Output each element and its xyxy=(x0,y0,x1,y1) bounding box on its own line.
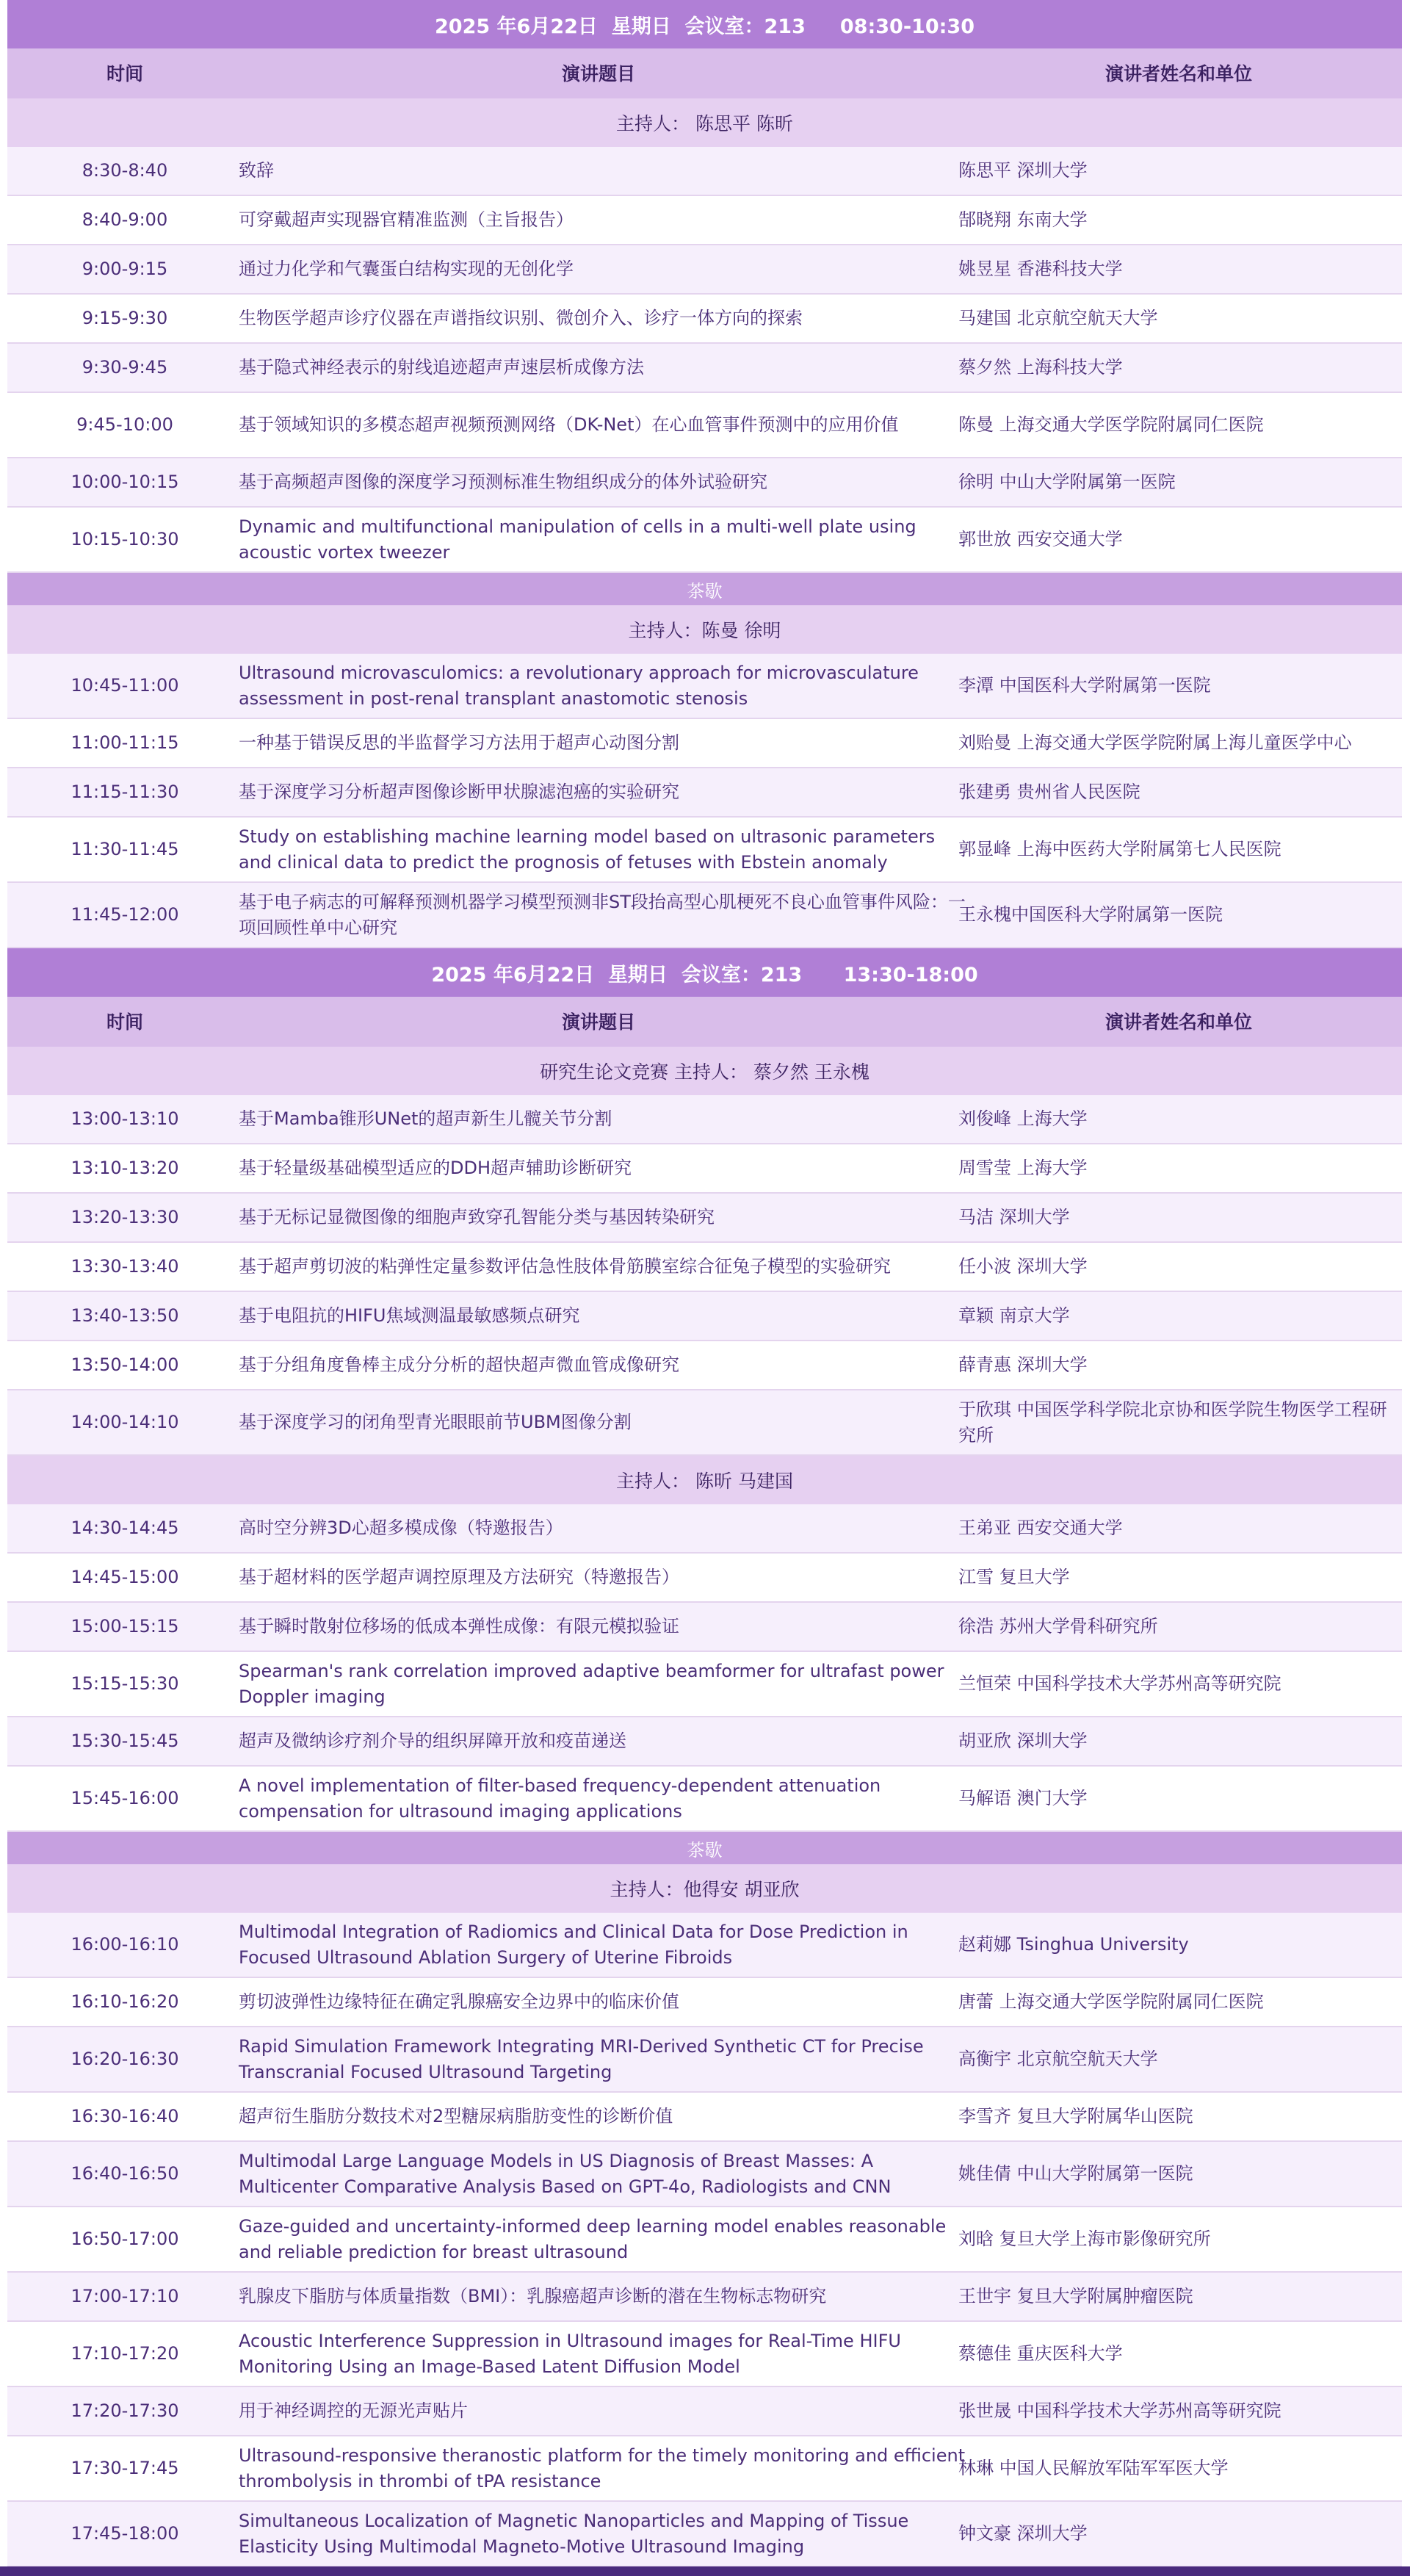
row-speaker: 徐浩 苏州大学骨科研究所 xyxy=(958,1616,1158,1637)
row-topic: 致辞 xyxy=(239,160,274,181)
schedule-row xyxy=(7,1504,1402,1554)
schedule-row xyxy=(7,1652,1402,1717)
row-topic: Gaze-guided and uncertainty-informed deep learning model enables reasonable and reliable prediction for breast ultrasound xyxy=(239,2215,947,2262)
row-topic: 生物医学超声诊疗仪器在声谱指纹识别、微创介入、诊疗一体方向的探索 xyxy=(239,308,803,328)
row-time: 11:30-11:45 xyxy=(70,839,179,859)
host-line: 主持人：陈曼 徐明 xyxy=(7,605,1402,654)
row-topic: 基于电阻抗的HIFU焦域测温最敏感频点研究 xyxy=(239,1305,580,1326)
row-speaker: 李雪齐 复旦大学附属华山医院 xyxy=(958,2106,1193,2126)
row-speaker: 姚佳倩 中山大学附属第一医院 xyxy=(958,2163,1193,2184)
row-speaker: 胡亚欣 深圳大学 xyxy=(958,1731,1088,1751)
schedule-row xyxy=(7,1978,1402,2027)
row-speaker: 赵莉娜 Tsinghua University xyxy=(958,1934,1189,1955)
row-topic: 剪切波弹性边缘特征在确定乳腺癌安全边界中的临床价值 xyxy=(239,1991,679,2012)
row-topic: Simultaneous Localization of Magnetic Nanoparticles and Mapping of Tissue Elasticity Using Multimodal Magneto-Motive Ultrasound Imaging xyxy=(239,2510,909,2557)
row-speaker: 陈曼 上海交通大学医学院附属同仁医院 xyxy=(958,414,1264,435)
schedule-row xyxy=(7,719,1402,768)
row-topic: 通过力化学和气囊蛋白结构实现的无创化学 xyxy=(239,259,574,279)
schedule-row xyxy=(7,147,1402,196)
schedule-row xyxy=(7,2436,1402,2502)
schedule-row xyxy=(7,1292,1402,1341)
schedule-row xyxy=(7,1243,1402,1292)
header-topic: 演讲题目 xyxy=(561,62,635,84)
row-speaker: 林琳 中国人民解放军陆军军医大学 xyxy=(958,2458,1229,2478)
row-speaker: 王世宇 复旦大学附属肿瘤医院 xyxy=(958,2286,1193,2306)
row-topic: Multimodal Large Language Models in US Diagnosis of Breast Masses: A Multicenter Comparative Analysis Based on GPT-4o, Radiologists and CNN xyxy=(239,2150,892,2197)
column-headers xyxy=(7,48,1402,98)
row-time: 15:45-16:00 xyxy=(70,1788,179,1808)
row-time: 13:00-13:10 xyxy=(70,1108,179,1129)
schedule-row xyxy=(7,2273,1402,2322)
row-topic: 基于分组角度鲁棒主成分分析的超快超声微血管成像研究 xyxy=(239,1354,679,1375)
header-topic: 演讲题目 xyxy=(561,1011,635,1033)
schedule-row xyxy=(7,1390,1402,1456)
row-time: 16:50-17:00 xyxy=(70,2229,179,2249)
row-time: 15:30-15:45 xyxy=(70,1731,179,1751)
header-speaker: 演讲者姓名和单位 xyxy=(1104,62,1252,84)
schedule-row xyxy=(7,508,1402,573)
schedule-row xyxy=(7,1603,1402,1652)
row-topic: 基于Mamba锥形UNet的超声新生儿髋关节分割 xyxy=(239,1108,612,1129)
row-speaker: 周雪莹 上海大学 xyxy=(958,1158,1088,1178)
row-topic: Ultrasound microvasculomics: a revolutionary approach for microvasculature assessment in post-renal transplant anastomotic stenosis xyxy=(239,662,919,709)
row-time: 9:00-9:15 xyxy=(82,259,168,279)
row-speaker: 徐明 中山大学附属第一医院 xyxy=(958,472,1176,492)
row-speaker: 高衡宇 北京航空航天大学 xyxy=(958,2049,1158,2069)
row-time: 10:15-10:30 xyxy=(70,529,179,549)
schedule-row xyxy=(7,1767,1402,1832)
row-time: 13:30-13:40 xyxy=(70,1256,179,1277)
session-title: 2025 年6月22日 星期日 会议室：213 08:30-10:30 xyxy=(7,0,1402,48)
row-time: 13:50-14:00 xyxy=(70,1354,179,1375)
row-time: 16:00-16:10 xyxy=(70,1934,179,1955)
row-speaker: 兰恒荣 中国科学技术大学苏州高等研究院 xyxy=(958,1673,1281,1694)
schedule-row xyxy=(7,1144,1402,1194)
column-headers xyxy=(7,997,1402,1047)
row-speaker: 王弟亚 西安交通大学 xyxy=(958,1518,1123,1538)
schedule-row xyxy=(7,458,1402,508)
schedule-row xyxy=(7,1194,1402,1243)
schedule-row xyxy=(7,2502,1402,2567)
row-topic: 超声及微纳诊疗剂介导的组织屏障开放和疫苗递送 xyxy=(239,1731,626,1751)
row-speaker: 马解语 澳门大学 xyxy=(958,1788,1088,1808)
row-topic: Spearman's rank correlation improved adaptive beamformer for ultrafast power Doppler imaging xyxy=(239,1660,944,1707)
row-topic: Multimodal Integration of Radiomics and Clinical Data for Dose Prediction in Focused Ultrasound Ablation Surgery of Uterine Fibroids xyxy=(239,1921,908,1968)
row-time: 13:10-13:20 xyxy=(70,1158,179,1178)
row-speaker: 张建勇 贵州省人民医院 xyxy=(958,782,1140,802)
row-time: 17:10-17:20 xyxy=(70,2343,179,2364)
header-time: 时间 xyxy=(106,1011,143,1033)
row-topic: 基于瞬时散射位移场的低成本弹性成像：有限元模拟验证 xyxy=(239,1616,679,1637)
row-topic: 基于高频超声图像的深度学习预测标准生物组织成分的体外试验研究 xyxy=(239,472,767,492)
tea-break: 茶歇 xyxy=(7,573,1402,605)
row-topic: 用于神经调控的无源光声贴片 xyxy=(239,2400,468,2421)
header-speaker: 演讲者姓名和单位 xyxy=(1104,1011,1252,1033)
row-speaker: 唐蕾 上海交通大学医学院附属同仁医院 xyxy=(958,1991,1264,2012)
row-topic: 基于隐式神经表示的射线追迹超声声速层析成像方法 xyxy=(239,357,644,378)
schedule-row xyxy=(7,1554,1402,1603)
row-time: 16:40-16:50 xyxy=(70,2163,179,2184)
row-time: 9:15-9:30 xyxy=(82,308,168,328)
bottom-bar xyxy=(0,2566,1410,2576)
row-topic: 基于超材料的医学超声调控原理及方法研究（特邀报告） xyxy=(239,1567,679,1587)
row-speaker: 郜晓翔 东南大学 xyxy=(958,209,1088,230)
row-topic: 一种基于错误反思的半监督学习方法用于超声心动图分割 xyxy=(239,732,679,753)
row-speaker: 刘俊峰 上海大学 xyxy=(958,1108,1088,1129)
row-time: 8:30-8:40 xyxy=(82,160,168,181)
row-time: 15:00-15:15 xyxy=(70,1616,179,1637)
schedule-row xyxy=(7,883,1402,948)
host-line: 研究生论文竞赛 主持人： 蔡夕然 王永槐 xyxy=(7,1047,1402,1095)
row-topic: A novel implementation of filter-based frequency-dependent attenuation compensation for ultrasound imaging applications xyxy=(239,1775,881,1822)
row-topic: 基于电子病志的可解释预测机器学习模型预测非ST段抬高型心肌梗死不良心血管事件风险：一项回顾性单中心研究 xyxy=(239,891,966,938)
row-speaker: 蔡夕然 上海科技大学 xyxy=(958,357,1123,378)
row-speaker: 姚昱星 香港科技大学 xyxy=(958,259,1123,279)
header-time: 时间 xyxy=(106,62,143,84)
row-speaker: 薛青惠 深圳大学 xyxy=(958,1354,1088,1375)
row-time: 17:00-17:10 xyxy=(70,2286,179,2306)
row-time: 11:15-11:30 xyxy=(70,782,179,802)
row-time: 16:20-16:30 xyxy=(70,2049,179,2069)
session-title: 2025 年6月22日 星期日 会议室：213 13:30-18:00 xyxy=(7,948,1402,997)
row-speaker: 张世晟 中国科学技术大学苏州高等研究院 xyxy=(958,2400,1281,2421)
row-topic: 基于深度学习分析超声图像诊断甲状腺滤泡癌的实验研究 xyxy=(239,782,679,802)
row-topic: 可穿戴超声实现器官精准监测（主旨报告） xyxy=(239,209,574,230)
row-time: 9:45-10:00 xyxy=(76,414,173,435)
row-speaker: 马建国 北京航空航天大学 xyxy=(958,308,1158,328)
row-time: 17:20-17:30 xyxy=(70,2400,179,2421)
row-topic: 基于轻量级基础模型适应的DDH超声辅助诊断研究 xyxy=(239,1158,632,1178)
row-time: 11:00-11:15 xyxy=(70,732,179,753)
schedule-row xyxy=(7,1913,1402,1978)
tea-break: 茶歇 xyxy=(7,1832,1402,1864)
schedule-row xyxy=(7,654,1402,719)
schedule-row xyxy=(7,1095,1402,1144)
row-speaker: 李潭 中国医科大学附属第一医院 xyxy=(958,675,1211,696)
row-time: 14:45-15:00 xyxy=(70,1567,179,1587)
row-topic: 超声衍生脂肪分数技术对2型糖尿病脂肪变性的诊断价值 xyxy=(239,2106,673,2126)
row-speaker: 任小波 深圳大学 xyxy=(958,1256,1088,1277)
row-speaker: 郭显峰 上海中医药大学附属第七人民医院 xyxy=(958,839,1281,859)
row-topic: Acoustic Interference Suppression in Ultrasound images for Real-Time HIFU Monitoring Using an Image-Based Latent Diffusion Model xyxy=(239,2330,901,2377)
row-time: 15:15-15:30 xyxy=(70,1673,179,1694)
row-time: 8:40-9:00 xyxy=(82,209,168,230)
schedule-row xyxy=(7,2093,1402,2142)
schedule-row xyxy=(7,2322,1402,2387)
row-topic: Rapid Simulation Framework Integrating MRI-Derived Synthetic CT for Precise Transcranial Focused Ultrasound Targeting xyxy=(239,2035,924,2082)
schedule-row xyxy=(7,1341,1402,1390)
row-topic: Dynamic and multifunctional manipulation of cells in a multi-well plate using acoustic vortex tweezer xyxy=(239,516,916,563)
schedule-row xyxy=(7,2387,1402,2436)
row-speaker: 王永槐中国医科大学附属第一医院 xyxy=(958,904,1223,925)
row-topic: 乳腺皮下脂肪与体质量指数（BMI）：乳腺癌超声诊断的潜在生物标志物研究 xyxy=(239,2286,827,2306)
row-topic: Study on establishing machine learning model based on ultrasonic parameters and clinical data to predict the prognosis of fetuses with Ebstein anomaly xyxy=(239,826,936,873)
row-time: 14:00-14:10 xyxy=(70,1412,179,1432)
row-speaker: 马洁 深圳大学 xyxy=(958,1207,1070,1227)
row-speaker: 郭世放 西安交通大学 xyxy=(958,529,1123,549)
row-time: 14:30-14:45 xyxy=(70,1518,179,1538)
row-topic: 基于超声剪切波的粘弹性定量参数评估急性肢体骨筋膜室综合征兔子模型的实验研究 xyxy=(239,1256,891,1277)
row-time: 10:45-11:00 xyxy=(70,675,179,696)
host-line: 主持人：他得安 胡亚欣 xyxy=(7,1864,1402,1913)
schedule-row xyxy=(7,2207,1402,2273)
schedule-row xyxy=(7,393,1402,458)
row-topic: 高时空分辨3D心超多模成像（特邀报告） xyxy=(239,1518,563,1538)
row-time: 13:40-13:50 xyxy=(70,1305,179,1326)
row-time: 16:30-16:40 xyxy=(70,2106,179,2126)
row-time: 17:45-18:00 xyxy=(70,2523,179,2544)
row-speaker: 章颖 南京大学 xyxy=(958,1305,1070,1326)
row-time: 16:10-16:20 xyxy=(70,1991,179,2012)
row-speaker: 钟文豪 深圳大学 xyxy=(958,2523,1088,2544)
row-topic: 基于无标记显微图像的细胞声致穿孔智能分类与基因转染研究 xyxy=(239,1207,715,1227)
row-time: 9:30-9:45 xyxy=(82,357,168,378)
row-topic: Ultrasound-responsive theranostic platform for the timely monitoring and efficient thrombolysis in thrombi of tPA resistance xyxy=(239,2445,966,2492)
row-speaker: 蔡德佳 重庆医科大学 xyxy=(958,2343,1123,2364)
row-time: 13:20-13:30 xyxy=(70,1207,179,1227)
schedule-row xyxy=(7,768,1402,818)
host-line: 主持人： 陈昕 马建国 xyxy=(7,1456,1402,1504)
row-speaker: 于欣琪 中国医学科学院北京协和医学院生物医学工程研究所 xyxy=(958,1399,1387,1446)
row-speaker: 陈思平 深圳大学 xyxy=(958,160,1088,181)
host-line: 主持人： 陈思平 陈昕 xyxy=(7,98,1402,147)
schedule-row xyxy=(7,1717,1402,1767)
row-speaker: 江雪 复旦大学 xyxy=(958,1567,1070,1587)
schedule-row xyxy=(7,295,1402,344)
row-speaker: 刘贻曼 上海交通大学医学院附属上海儿童医学中心 xyxy=(958,732,1352,753)
row-speaker: 刘晗 复旦大学上海市影像研究所 xyxy=(958,2229,1211,2249)
schedule-row xyxy=(7,344,1402,393)
schedule-row xyxy=(7,2027,1402,2093)
schedule-row xyxy=(7,818,1402,883)
schedule-row xyxy=(7,2142,1402,2207)
row-topic: 基于领域知识的多模态超声视频预测网络（DK-Net）在心血管事件预测中的应用价值 xyxy=(239,414,899,435)
row-time: 11:45-12:00 xyxy=(70,904,179,925)
row-time: 17:30-17:45 xyxy=(70,2458,179,2478)
row-topic: 基于深度学习的闭角型青光眼眼前节UBM图像分割 xyxy=(239,1412,632,1432)
row-time: 10:00-10:15 xyxy=(70,472,179,492)
schedule-row xyxy=(7,196,1402,245)
schedule-row xyxy=(7,245,1402,295)
